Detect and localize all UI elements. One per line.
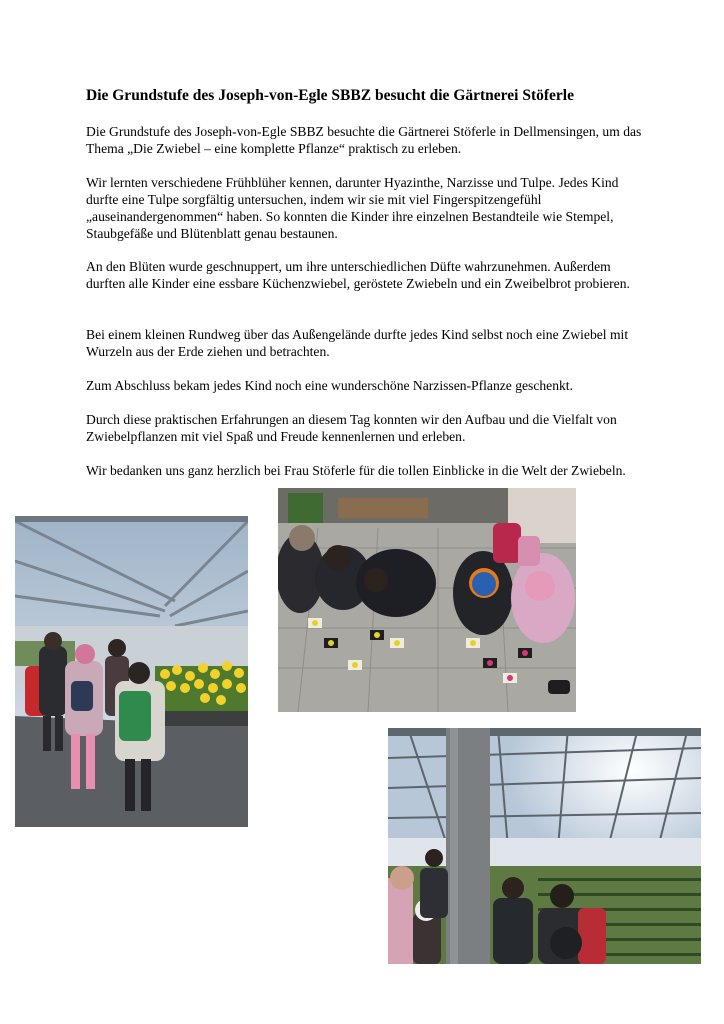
page-title: Die Grundstufe des Joseph-von-Egle SBBZ besucht die Gärtnerei Stöferle	[86, 87, 574, 104]
photo-greenhouse-tour	[388, 728, 701, 964]
paragraph-fruehblueher: Wir lernten verschiedene Frühblüher kennen, darunter Hyazinthe, Narzisse und Tulpe. Jedes Kind durfte eine Tulpe sorgfältig untersuchen, indem wir sie mit viel Fingerspitzengefühl „auseinandergenommen“ haben. So konnten die Kinder ihre einzelnen Bestandteile wie Stempel, Staubgefäße und Blütenblatt genau bestaunen.	[86, 175, 619, 241]
photo-children-in-greenhouse	[15, 516, 248, 827]
paragraph-erfahrungen: Durch diese praktischen Erfahrungen an diesem Tag konnten wir den Aufbau und die Vielfalt von Zwiebelpflanzen mit viel Spaß und Freude kennenlernen und erleben.	[86, 412, 617, 444]
photo-children-examining-tulips	[278, 488, 576, 712]
paragraph-dank: Wir bedanken uns ganz herzlich bei Frau Stöferle für die tollen Einblicke in die Welt der Zwiebeln.	[86, 463, 626, 478]
paragraph-abschluss: Zum Abschluss bekam jedes Kind noch eine wunderschöne Narzissen-Pflanze geschenkt.	[86, 378, 573, 393]
paragraph-rundweg: Bei einem kleinen Rundweg über das Außengelände durfte jedes Kind selbst noch eine Zwiebel mit Wurzeln aus der Erde ziehen und betrachten.	[86, 327, 629, 359]
paragraph-duefte: An den Blüten wurde geschnuppert, um ihre unterschiedlichen Düfte wahrzunehmen. Außerdem durften alle Kinder eine essbare Küchenzwiebel, geröstete Zwiebeln und ein Zweibelbrot probieren.	[86, 259, 630, 291]
paragraph-intro: Die Grundstufe des Joseph-von-Egle SBBZ besuchte die Gärtnerei Stöferle in Dellmensingen, um das Thema „Die Zwiebel – eine komplette Pflanze“ praktisch zu erleben.	[86, 124, 642, 156]
